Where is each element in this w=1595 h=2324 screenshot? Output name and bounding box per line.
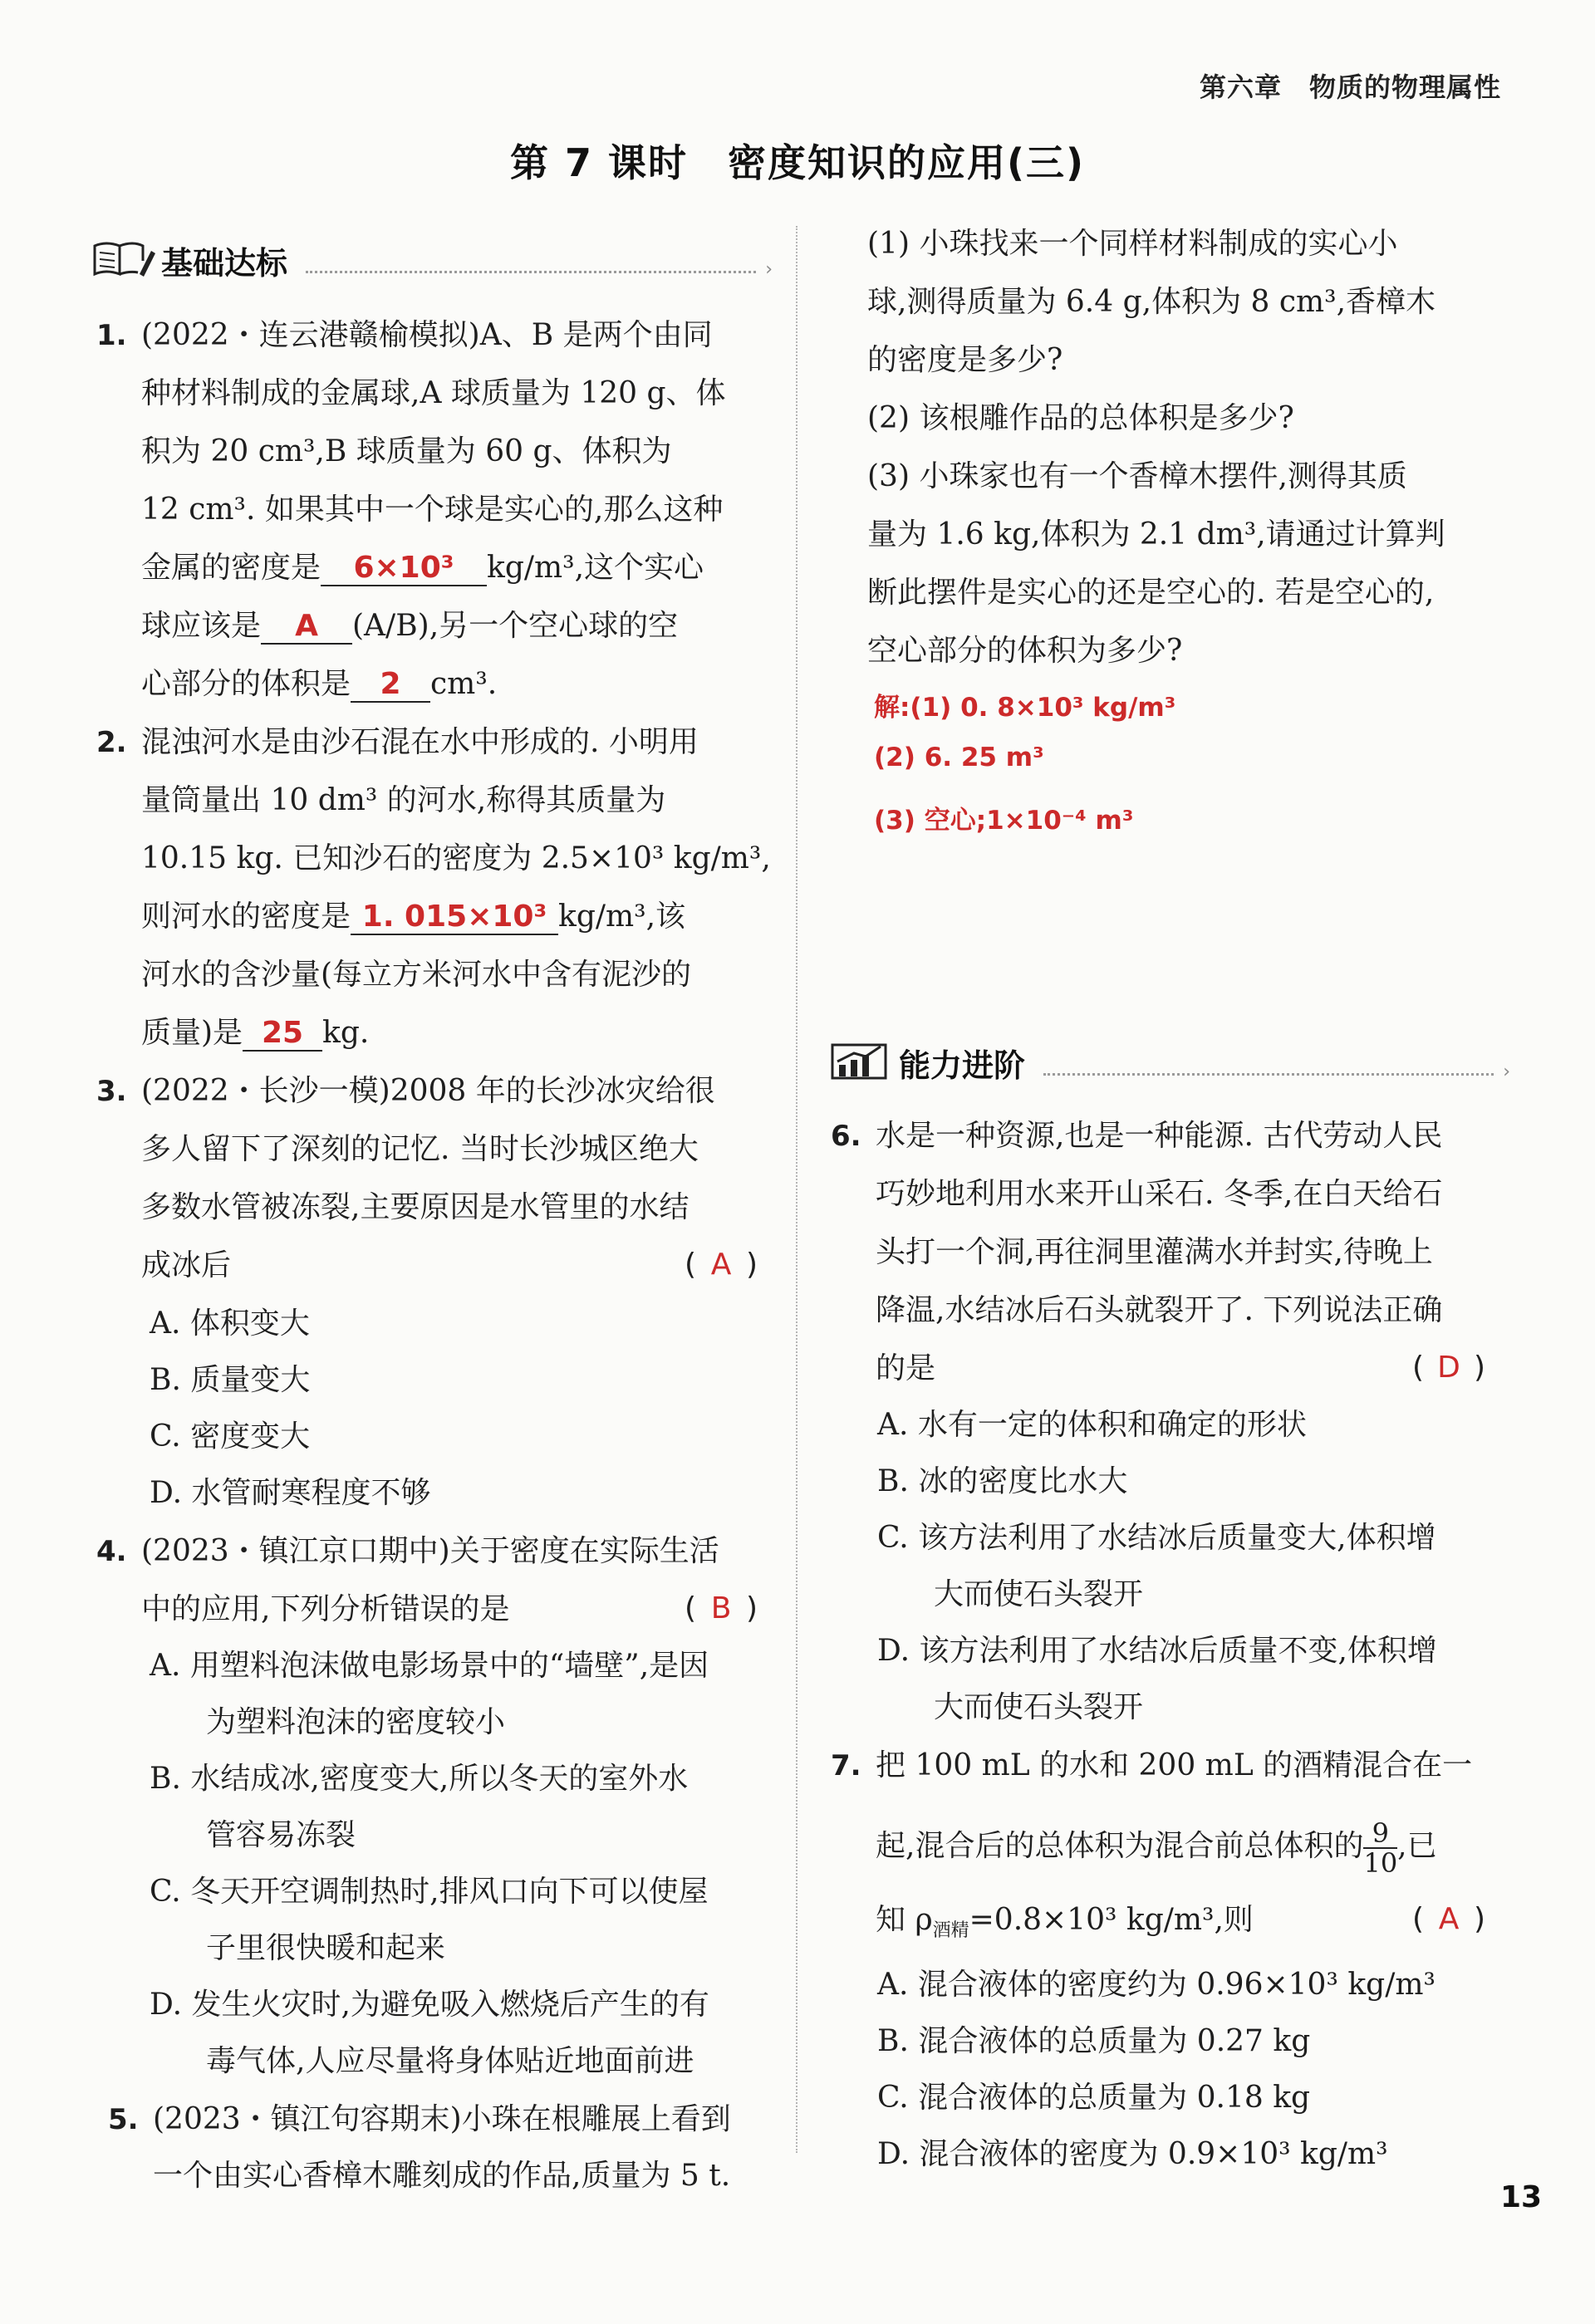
option-c: C. 冬天开空调制热时,排风口向下可以使屋 [150, 1875, 709, 1909]
question-text: 多人留下了深刻的记忆. 当时长沙城区绝大 [141, 1132, 699, 1166]
answer-bracket: ( A ) [1412, 1902, 1486, 1936]
question-number: 4. [96, 1535, 127, 1568]
answer-blank: 2 [351, 668, 430, 703]
question-text: (2) 该根雕作品的总体积是多少? [867, 401, 1294, 435]
question-text: 把 100 mL 的水和 200 mL 的酒精混合在一 [876, 1748, 1473, 1782]
solution-line: (3) 空心;1×10⁻⁴ m³ [874, 806, 1134, 836]
answer-bracket: ( B ) [685, 1591, 758, 1625]
answer-bracket: ( A ) [685, 1248, 758, 1282]
question-number: 1. [96, 319, 127, 352]
question-text: 河水的含沙量(每立方米河水中含有泥沙的 [141, 958, 692, 992]
question-text-with-blank: 质量)是 25 kg. [141, 1016, 370, 1050]
chevron-right-icon: › [765, 259, 773, 280]
question-text: 球,测得质量为 6.4 g,体积为 8 cm³,香樟木 [867, 285, 1436, 319]
answer-blank: 1. 015×10³ [351, 900, 558, 935]
question-text: 12 cm³. 如果其中一个球是实心的,那么这种 [141, 493, 724, 527]
question-text: (2022・长沙一模)2008 年的长沙冰灾给很 [141, 1074, 715, 1108]
section-title-basic: 基础达标 [161, 245, 288, 282]
fraction: $\frac{9}{10}$ [1363, 1817, 1398, 1879]
section-header-basic [91, 234, 773, 284]
question-number: 2. [96, 726, 127, 759]
question-text: 成冰后 [141, 1248, 232, 1282]
answer-bracket: ( D ) [1412, 1351, 1486, 1385]
answer-blank: 25 [243, 1017, 322, 1052]
chart-trend-icon [829, 1038, 894, 1081]
option-d: D. 水管耐寒程度不够 [150, 1476, 431, 1510]
question-text: 10.15 kg. 已知沙石的密度为 2.5×10³ kg/m³, [141, 841, 771, 875]
book-pen-icon [91, 236, 156, 279]
question-text: 断此摆件是实心的还是空心的. 若是空心的, [867, 576, 1435, 610]
option-c: C. 密度变大 [150, 1419, 311, 1454]
question-text: 一个由实心香樟木雕刻成的作品,质量为 5 t. [153, 2159, 731, 2193]
option-c: C. 该方法利用了水结冰后质量变大,体积增 [877, 1521, 1436, 1555]
option-c: C. 混合液体的总质量为 0.18 kg [877, 2081, 1311, 2115]
solution-line: 解:(1) 0. 8×10³ kg/m³ [874, 693, 1176, 723]
page-title: 第 7 课时 密度知识的应用(三) [509, 140, 1086, 185]
option-d: D. 发生火灾时,为避免吸入燃烧后产生的有 [150, 1988, 709, 2022]
option-b: B. 水结成冰,密度变大,所以冬天的室外水 [150, 1762, 689, 1796]
question-text: 量为 1.6 kg,体积为 2.1 dm³,请通过计算判 [867, 517, 1445, 552]
question-text-with-blank: 心部分的体积是 2 cm³. [141, 667, 498, 701]
option-a: A. 体积变大 [150, 1307, 310, 1341]
question-text: 降温,水结冰后石头就裂开了. 下列说法正确 [876, 1293, 1443, 1327]
question-text: (1) 小珠找来一个同样材料制成的实心小 [867, 227, 1398, 261]
option-b: B. 质量变大 [150, 1363, 311, 1397]
option-b: B. 混合液体的总质量为 0.27 kg [877, 2024, 1311, 2058]
question-text: 知 $\rho_{酒精}=0.8\times 10^3$ kg/m³,则 [876, 1903, 1254, 1942]
question-text: (2022・连云港赣榆模拟)A、B 是两个由同 [141, 318, 713, 352]
section-rule [306, 271, 756, 273]
question-number: 6. [831, 1120, 861, 1153]
section-rule [1043, 1073, 1494, 1076]
question-text: 头打一个洞,再往洞里灌满水并封实,待晚上 [876, 1235, 1433, 1269]
option-a: A. 用塑料泡沫做电影场景中的“墙壁”,是因 [150, 1649, 709, 1683]
question-text: 混浊河水是由沙石混在水中形成的. 小明用 [141, 725, 699, 759]
option-c-cont: 子里很快暖和起来 [206, 1931, 446, 1965]
question-text: 中的应用,下列分析错误的是 [141, 1592, 510, 1626]
option-d: D. 混合液体的密度为 0.9×10³ kg/m³ [877, 2137, 1388, 2171]
question-text: 的是 [876, 1351, 936, 1385]
question-text-with-blank: 则河水的密度是 1. 015×10³ kg/m³,该 [141, 900, 686, 934]
question-number: 3. [96, 1075, 127, 1108]
option-c-cont: 大而使石头裂开 [934, 1577, 1144, 1611]
question-text: 水是一种资源,也是一种能源. 古代劳动人民 [876, 1119, 1443, 1153]
question-text: (2023・镇江京口期中)关于密度在实际生活 [141, 1534, 719, 1568]
question-text-with-blank: 球应该是 A (A/B),另一个空心球的空 [141, 609, 679, 643]
option-d: D. 该方法利用了水结冰后质量不变,体积增 [877, 1634, 1437, 1668]
question-text: (2023・镇江句容期末)小珠在根雕展上看到 [153, 2102, 731, 2136]
option-d-cont: 大而使石头裂开 [934, 1690, 1144, 1724]
answer-blank: 6×10³ [321, 552, 487, 586]
option-a-cont: 为塑料泡沫的密度较小 [206, 1705, 506, 1739]
question-text: 多数水管被冻裂,主要原因是水管里的水结 [141, 1190, 690, 1224]
question-text: (3) 小珠家也有一个香樟木摆件,测得其质 [867, 459, 1407, 493]
chapter-header: 第六章 物质的物理属性 [1199, 71, 1501, 103]
question-text: 量筒量出 10 dm³ 的河水,称得其质量为 [141, 783, 666, 817]
option-a: A. 混合液体的密度约为 0.96×10³ kg/m³ [877, 1968, 1436, 2002]
column-divider [796, 226, 798, 2153]
option-b-cont: 管容易冻裂 [206, 1818, 356, 1852]
section-title-advanced: 能力进阶 [899, 1047, 1026, 1084]
question-text: 积为 20 cm³,B 球质量为 60 g、体积为 [141, 434, 672, 468]
option-a: A. 水有一定的体积和确定的形状 [877, 1408, 1307, 1442]
question-number: 7. [831, 1749, 861, 1782]
section-header-advanced [829, 1037, 1510, 1086]
option-b: B. 冰的密度比水大 [877, 1464, 1128, 1498]
option-d-cont: 毒气体,人应尽量将身体贴近地面前进 [206, 2044, 694, 2078]
answer-blank: A [261, 610, 352, 645]
question-text: 的密度是多少? [867, 343, 1063, 377]
chevron-right-icon: › [1503, 1061, 1510, 1082]
question-text: 种材料制成的金属球,A 球质量为 120 g、体 [141, 376, 726, 410]
page-number: 13 [1500, 2180, 1543, 2214]
question-text-with-blank: 金属的密度是 6×10³ kg/m³,这个实心 [141, 551, 704, 585]
question-number: 5. [108, 2103, 139, 2136]
question-text-with-fraction: 起,混合后的总体积为混合前总体积的 $\frac{9}{10}$ ,已 [876, 1817, 1437, 1879]
solution-line: (2) 6. 25 m³ [874, 743, 1044, 772]
question-text: 巧妙地利用水来开山采石. 冬季,在白天给石 [876, 1177, 1443, 1211]
question-text: 空心部分的体积为多少? [867, 634, 1183, 668]
